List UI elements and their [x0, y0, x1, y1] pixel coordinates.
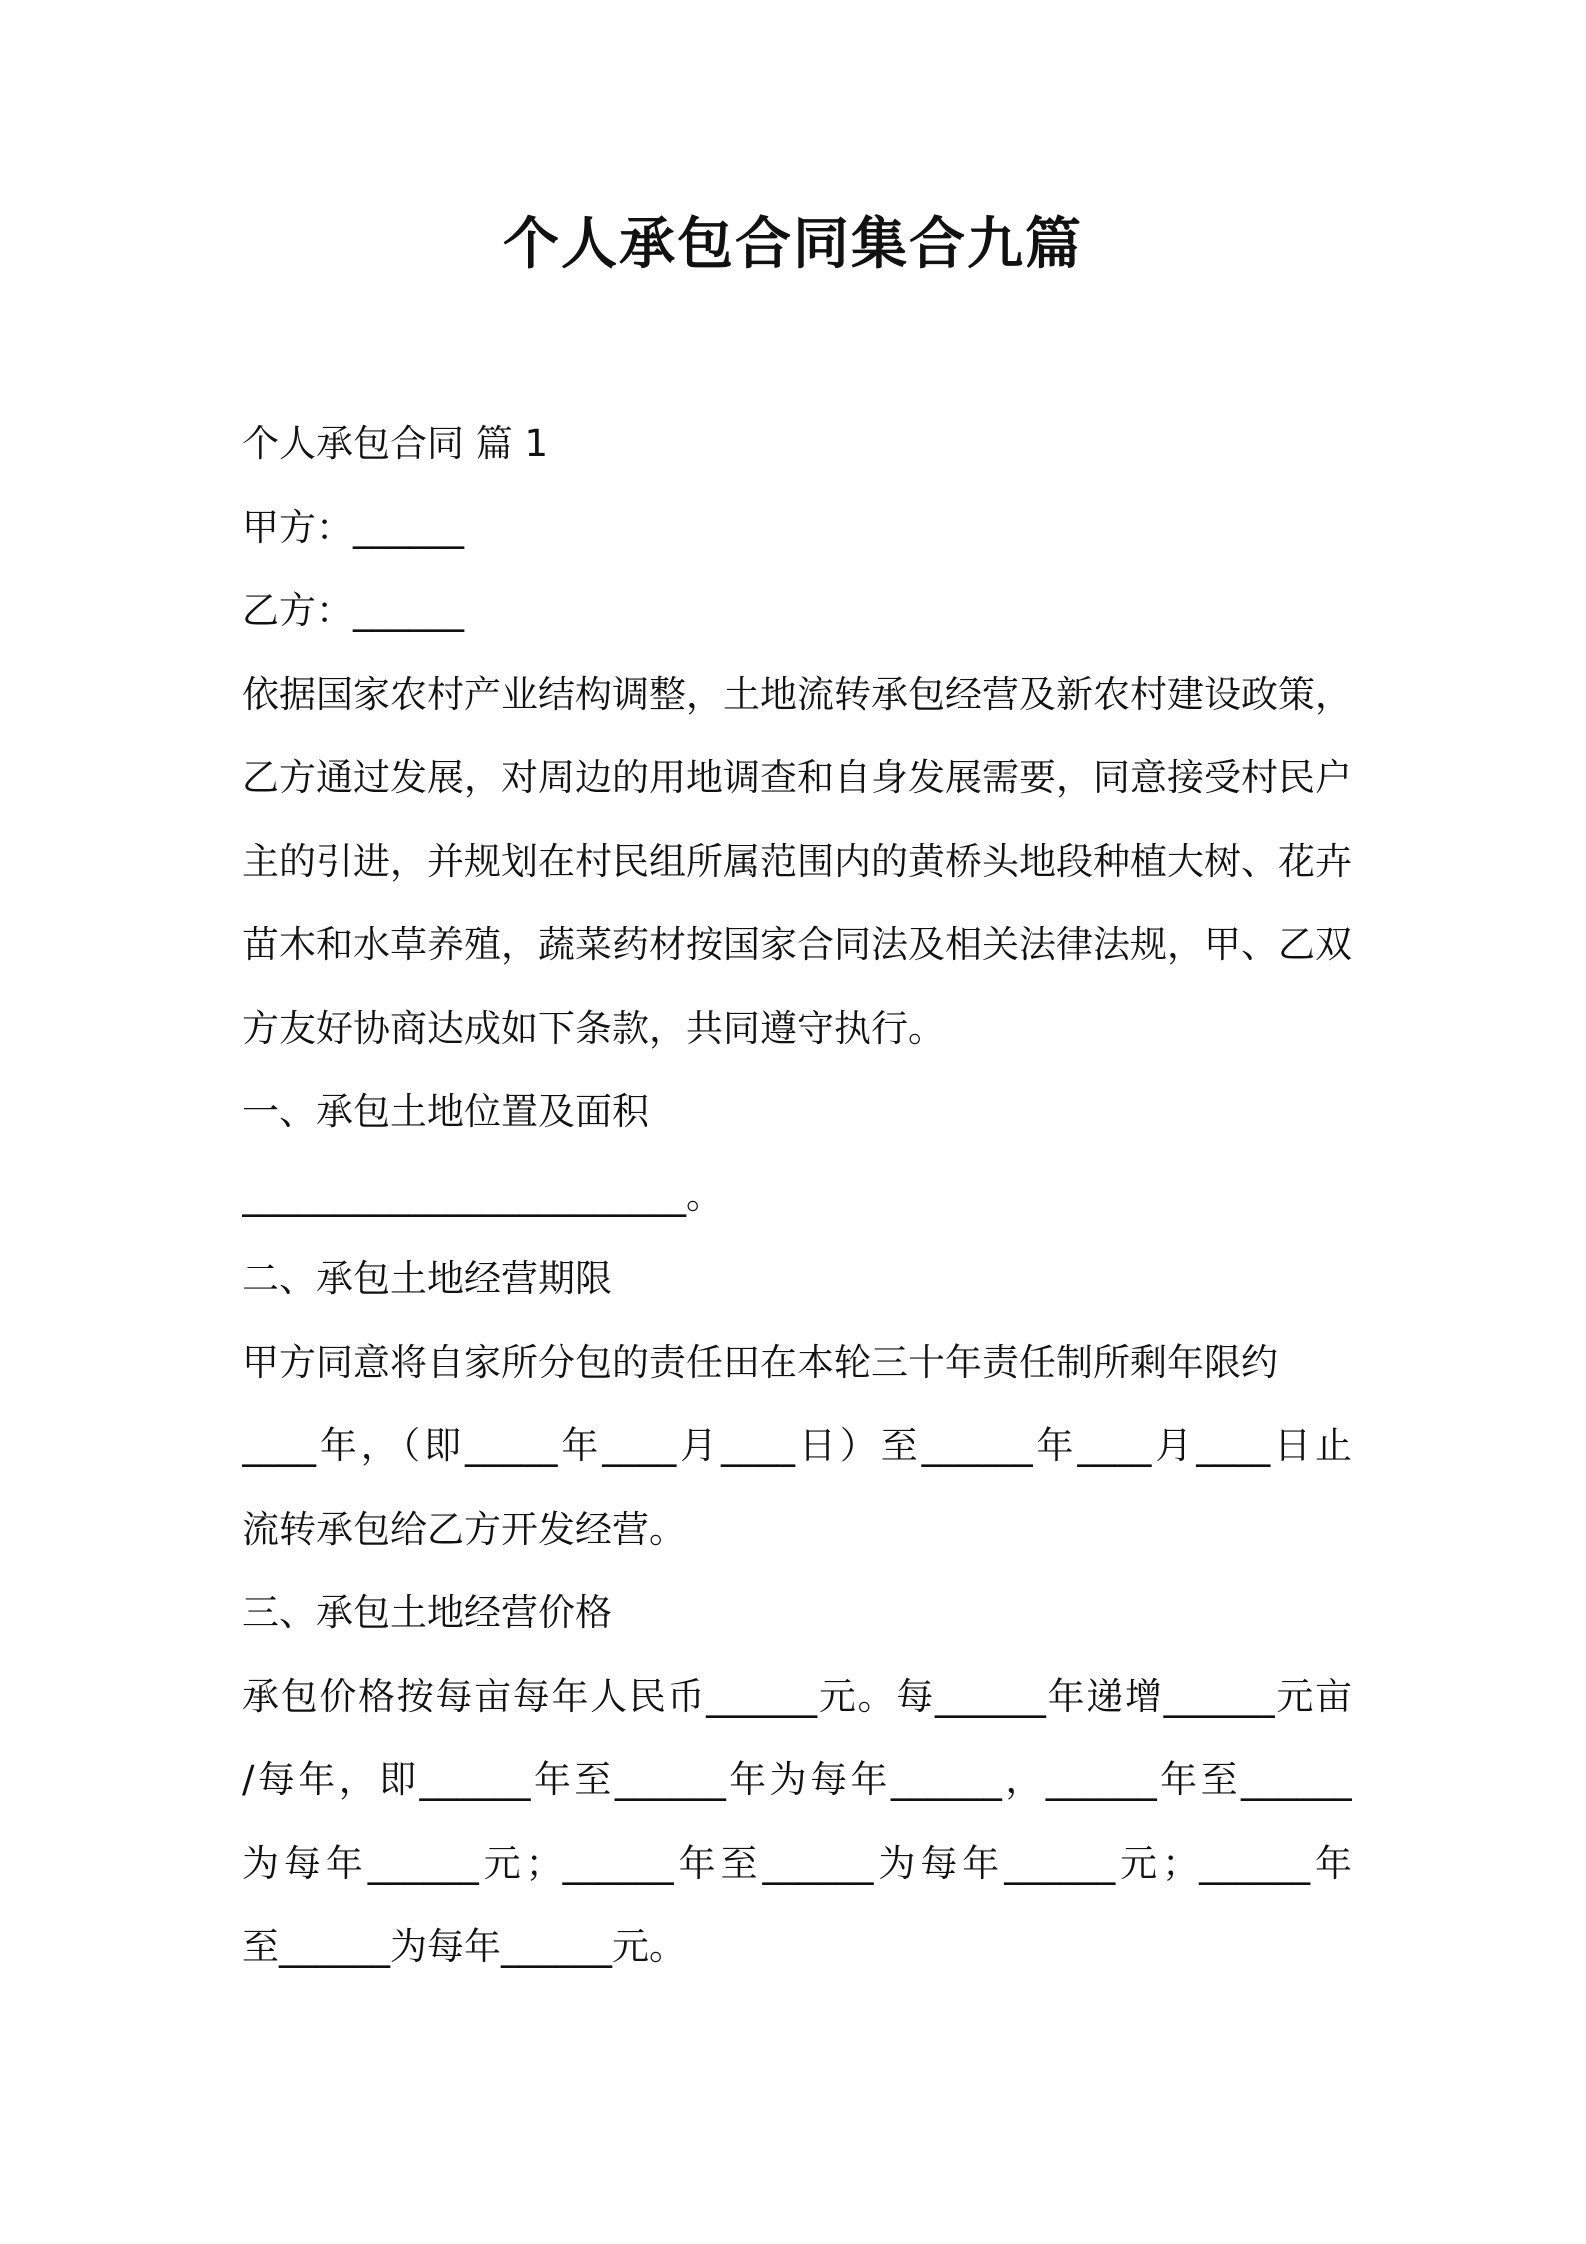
document-title: 个人承包合同集合九篇: [503, 212, 1083, 277]
party-a-line: 甲方：______: [242, 505, 464, 549]
section-heading: 个人承包合同 篇 1: [242, 422, 549, 465]
clause-2-line: 流转承包给乙方开发经营。: [242, 1507, 686, 1551]
clause-3-line: 至______为每年______元。: [242, 1925, 686, 1968]
clause-3-line: 为每年______元；______年至______为每年______元；______年: [242, 1841, 1352, 1885]
intro-paragraph-line: 依据国家农村产业结构调整，土地流转承包经营及新农村建设政策，: [242, 672, 1352, 716]
intro-paragraph-line: 乙方通过发展，对周边的用地调查和自身发展需要，同意接受村民户: [242, 756, 1352, 799]
clause-3-line: 承包价格按每亩每年人民币______元。每______年递增______元亩: [242, 1674, 1352, 1718]
clause-2-line: 甲方同意将自家所分包的责任田在本轮三十年责任制所剩年限约: [242, 1340, 1278, 1384]
clause-2-heading: 二、承包土地经营期限: [242, 1257, 612, 1300]
clause-2-line: ____年，（即_____年____月____日）至______年____月____日止: [242, 1424, 1352, 1467]
intro-paragraph-line: 主的引进，并规划在村民组所属范围内的黄桥头地段种植大树、花卉: [242, 839, 1352, 883]
party-b-line: 乙方：______: [242, 589, 464, 632]
clause-1-heading: 一、承包土地位置及面积: [242, 1090, 649, 1133]
document-body: [242, 402, 1352, 1989]
clause-3-heading: 三、承包土地经营价格: [242, 1591, 612, 1634]
intro-paragraph-line: 苗木和水草养殖，蔬菜药材按国家合同法及相关法律法规，甲、乙双: [242, 923, 1352, 966]
clause-3-line: /每年，即______年至______年为每年______，______年至______: [242, 1758, 1352, 1801]
intro-paragraph-line: 方友好协商达成如下条款，共同遵守执行。: [242, 1006, 945, 1050]
clause-1-blank: ________________________。: [242, 1173, 723, 1217]
